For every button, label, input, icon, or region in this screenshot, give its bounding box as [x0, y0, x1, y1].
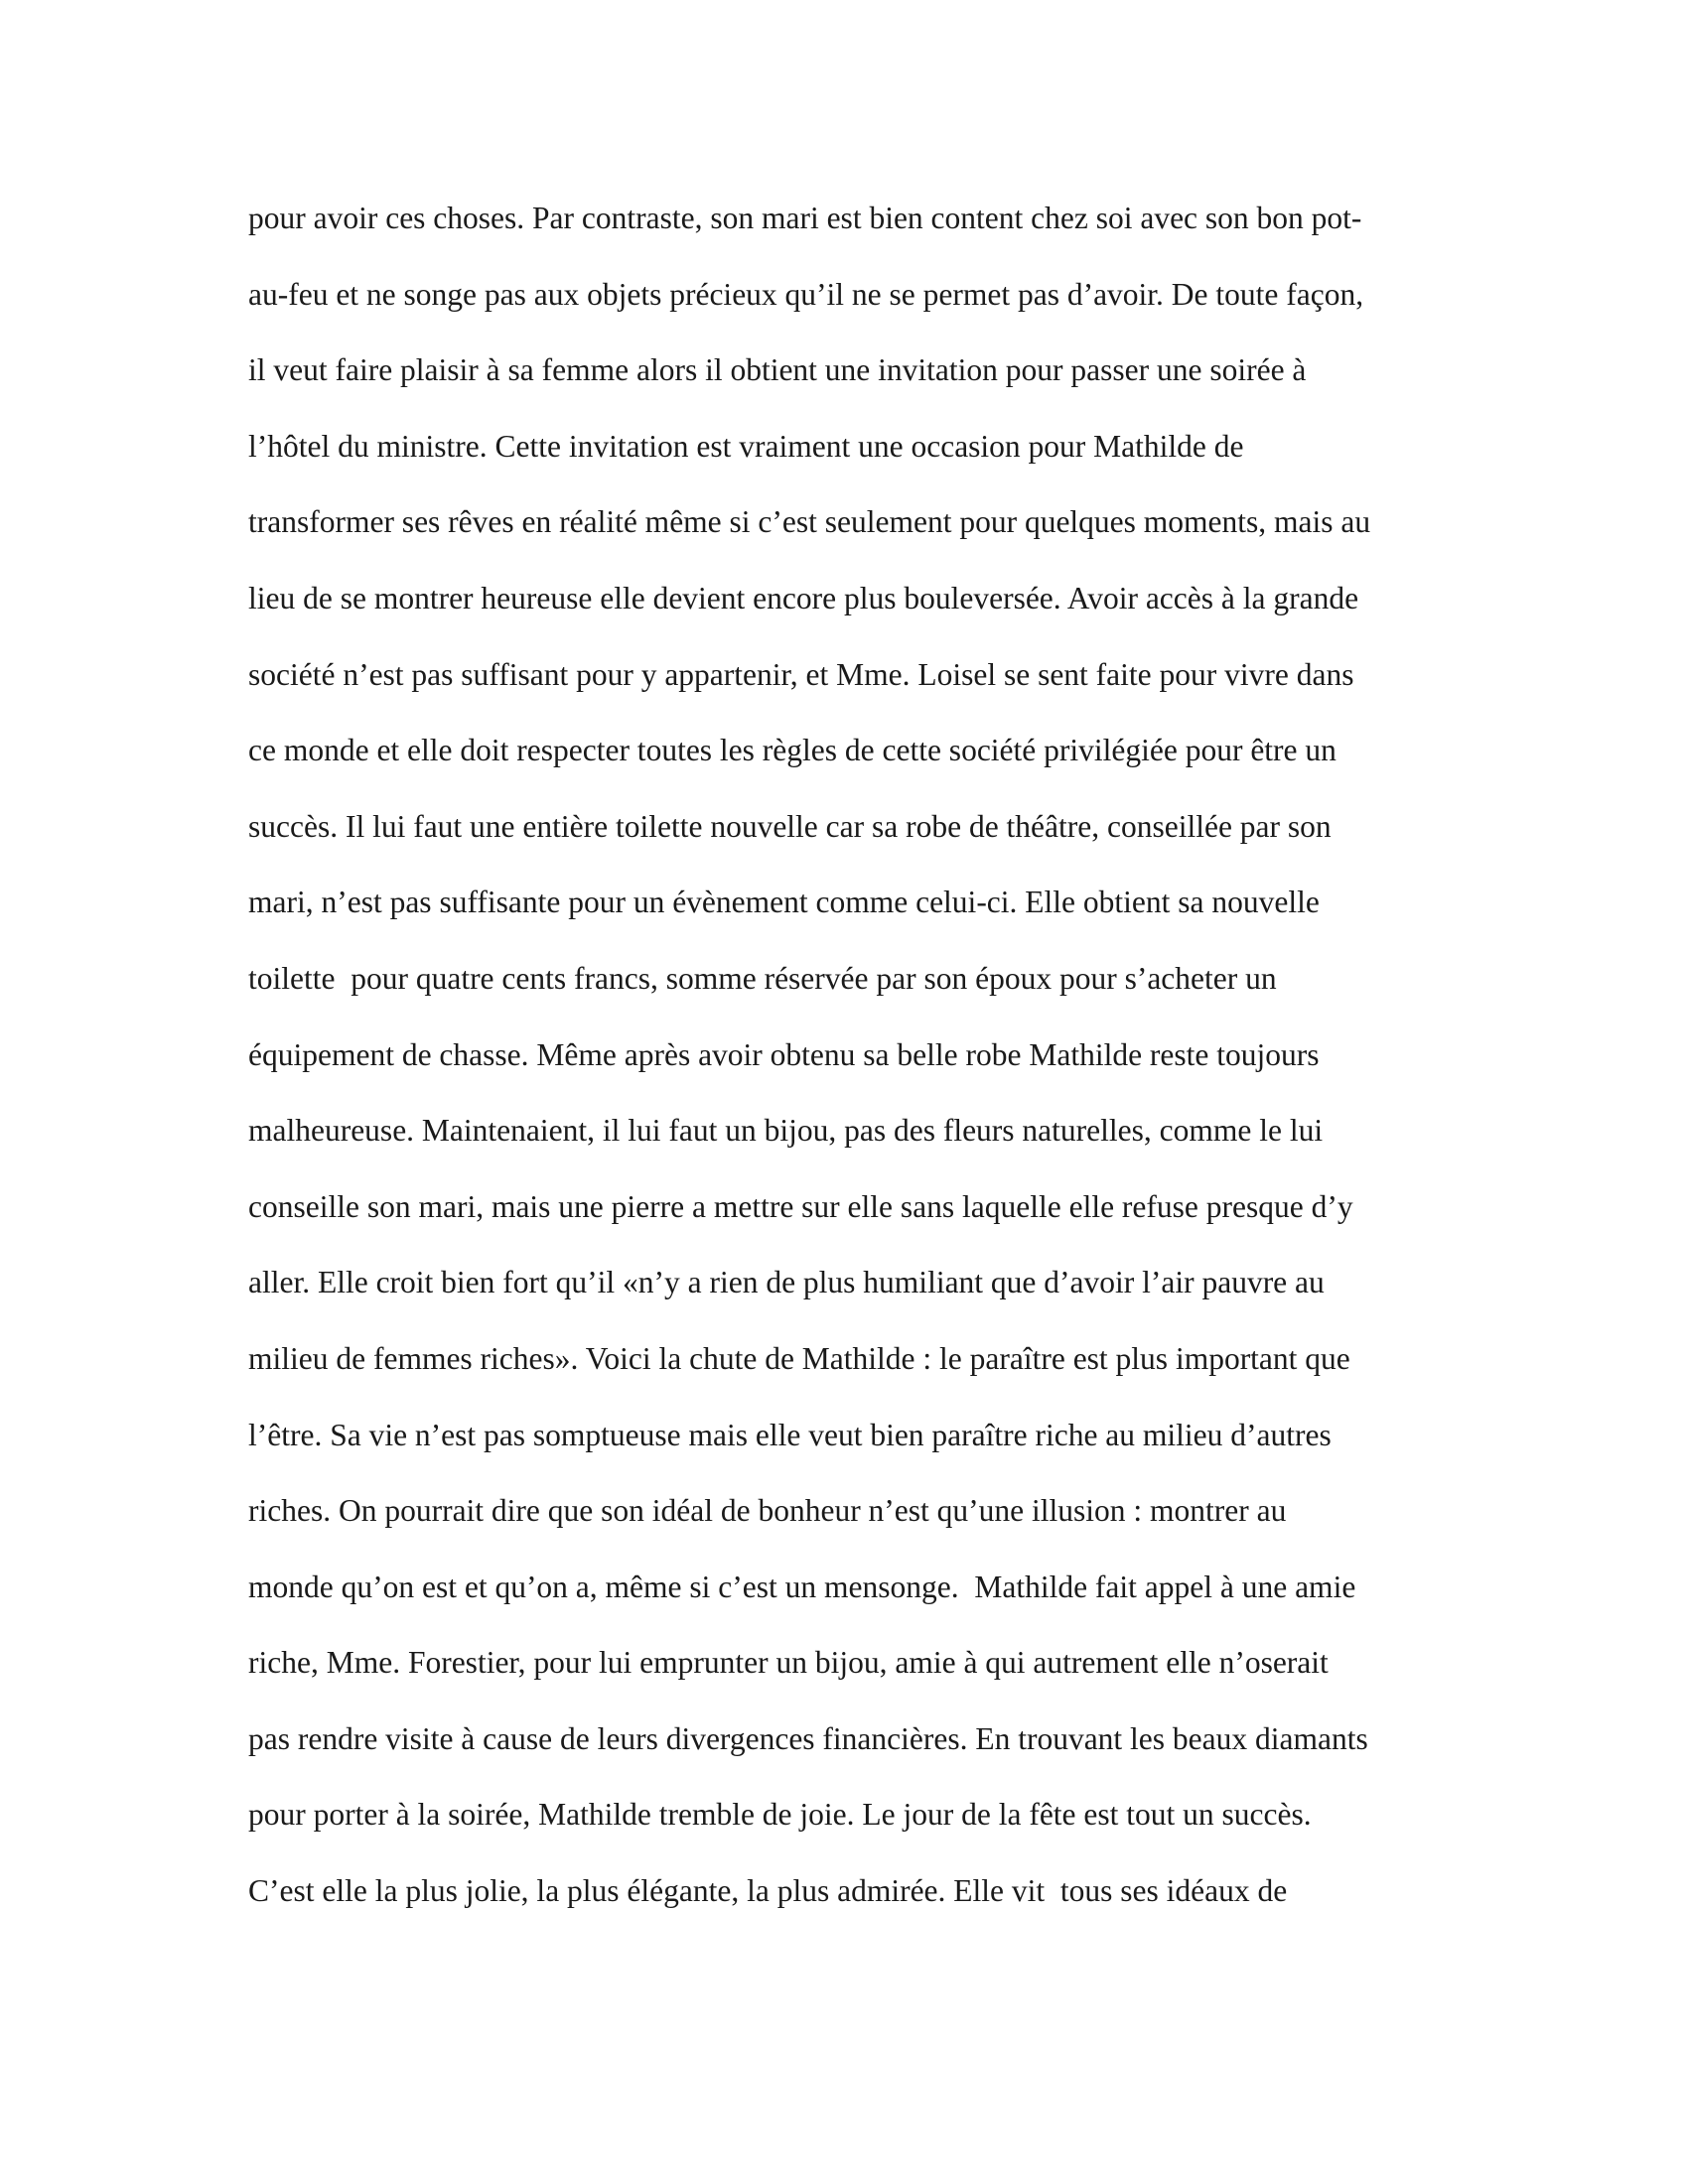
text-line-9: succès. Il lui faut une entière toilette nouvelle car sa robe de théâtre, conseillée par son — [248, 808, 1332, 844]
text-line-23: C’est elle la plus jolie, la plus élégante, la plus admirée. Elle vit tous ses idéaux de — [248, 1873, 1288, 1909]
text-line-13: malheureuse. Maintenaient, il lui faut un bijou, pas des fleurs naturelles, comme le lui — [248, 1113, 1324, 1149]
text-line-20: riche, Mme. Forestier, pour lui emprunter un bijou, amie à qui autrement elle n’oserait — [248, 1645, 1329, 1681]
text-line-17: l’être. Sa vie n’est pas somptueuse mais elle veut bien paraître riche au milieu d’autres — [248, 1417, 1332, 1452]
text-line-18: riches. On pourrait dire que son idéal de bonheur n’est qu’une illusion : montrer au — [248, 1493, 1287, 1529]
text-line-8: ce monde et elle doit respecter toutes les règles de cette société privilégiée pour être un — [248, 733, 1336, 768]
text-line-19: monde qu’on est et qu’on a, même si c’est un mensonge. Mathilde fait appel à une amie — [248, 1569, 1356, 1604]
text-line-2: au-feu et ne songe pas aux objets précieux qu’il ne se permet pas d’avoir. De toute façon, — [248, 276, 1364, 312]
text-line-7: société n’est pas suffisant pour y appartenir, et Mme. Loisel se sent faite pour vivre dans — [248, 656, 1354, 692]
text-line-4: l’hôtel du ministre. Cette invitation est vraiment une occasion pour Mathilde de — [248, 428, 1244, 464]
text-line-14: conseille son mari, mais une pierre a mettre sur elle sans laquelle elle refuse presque d’y — [248, 1188, 1353, 1224]
text-line-21: pas rendre visite à cause de leurs divergences financières. En trouvant les beaux diamants — [248, 1720, 1368, 1756]
body-text — [248, 189, 1460, 1938]
text-line-12: équipement de chasse. Même après avoir obtenu sa belle robe Mathilde reste toujours — [248, 1036, 1320, 1072]
text-line-10: mari, n’est pas suffisante pour un évènement comme celui-ci. Elle obtient sa nouvelle — [248, 885, 1320, 920]
text-line-22: pour porter à la soirée, Mathilde tremble de joie. Le jour de la fête est tout un succès. — [248, 1797, 1312, 1833]
text-line-5: transformer ses rêves en réalité même si c’est seulement pour quelques moments, mais au — [248, 504, 1371, 540]
text-line-15: aller. Elle croit bien fort qu’il «n’y a rien de plus humiliant que d’avoir l’air pauvre au — [248, 1265, 1325, 1300]
text-line-16: milieu de femmes riches». Voici la chute de Mathilde : le paraître est plus important que — [248, 1340, 1350, 1376]
text-line-3: il veut faire plaisir à sa femme alors il obtient une invitation pour passer une soirée à — [248, 352, 1307, 388]
text-line-11: toilette pour quatre cents francs, somme réservée par son époux pour s’acheter un — [248, 960, 1277, 996]
text-line-6: lieu de se montrer heureuse elle devient encore plus bouleversée. Avoir accès à la grande — [248, 580, 1359, 615]
text-line-1: pour avoir ces choses. Par contraste, son mari est bien content chez soi avec son bon pot- — [248, 201, 1362, 235]
